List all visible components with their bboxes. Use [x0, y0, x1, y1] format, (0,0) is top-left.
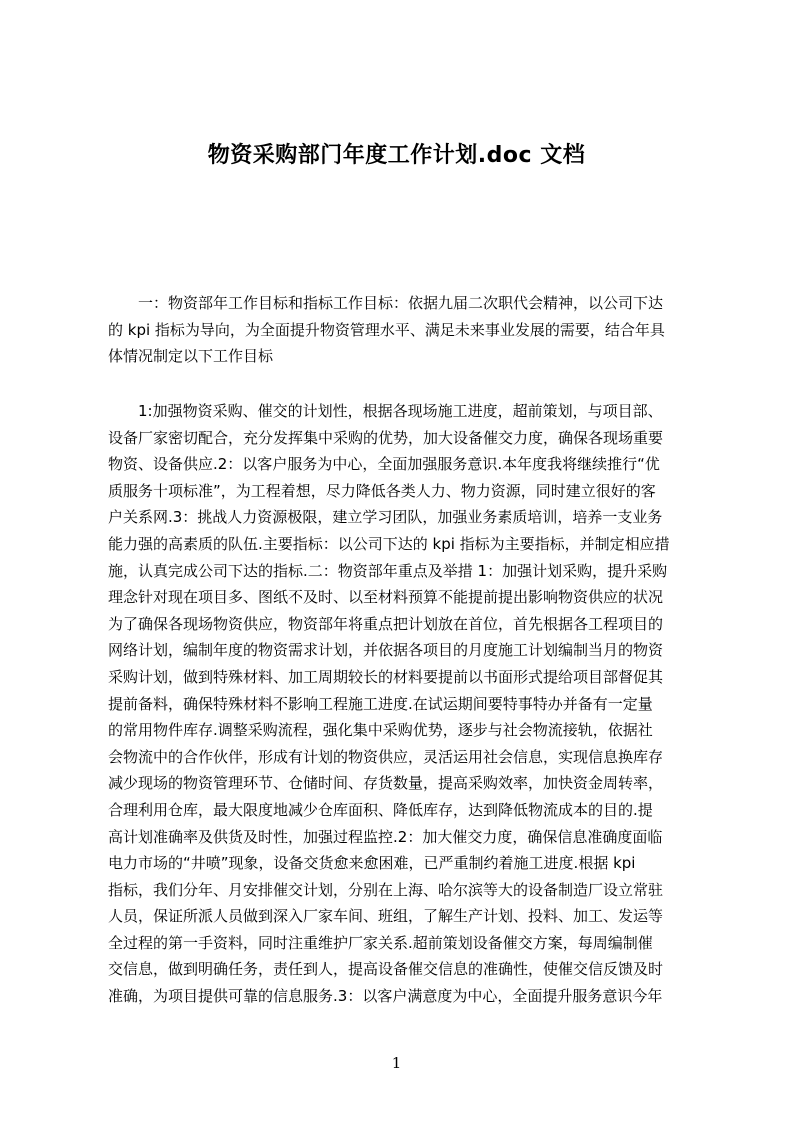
text-line: 全过程的第一手资料，同时注重维护厂家关系.超前策划设备催交方案，每周编制催: [108, 933, 653, 952]
text-line: 减少现场的物资管理环节、仓储时间、存货数量，提高采购效率，加快资金周转率，: [108, 774, 664, 793]
text-line: 电力市场的“井喷”现象，设备交货愈来愈困难，已严重制约着施工进度.根据 kpi: [108, 854, 636, 873]
text-line: 户关系网.3：挑战人力资源极限，建立学习团队，加强业务素质培训，培养一支业务: [108, 508, 663, 527]
text-line: 设备厂家密切配合，充分发挥集中采购的优势，加大设备催交力度，确保各现场重要: [108, 428, 664, 447]
text-line: 会物流中的合作伙伴，形成有计划的物资供应，灵活运用社会信息，实现信息换库存: [108, 747, 664, 766]
text-line: 施，认真完成公司下达的指标.二：物资部年重点及举措 1：加强计划采购，提升采购: [108, 561, 668, 580]
text-line: 体情况制定以下工作目标: [108, 347, 274, 366]
paragraph-2: [108, 398, 698, 1010]
page-number: 1: [391, 1054, 402, 1072]
text-line: 为了确保各现场物资供应，物资部年将重点把计划放在首位，首先根据各工程项目的: [108, 614, 664, 633]
text-line: 一：物资部年工作目标和指标工作目标：依据九届二次职代会精神，以公司下达: [108, 294, 664, 312]
text-line: 交信息，做到明确任务，责任到人，提高设备催交信息的准确性，使催交信反馈及时: [108, 960, 664, 979]
text-line: 1:加强物资采购、催交的计划性，根据各现场施工进度，超前策划，与项目部、: [108, 402, 663, 420]
text-line: 人员，保证所派人员做到深入厂家车间、班组，了解生产计划、投料、加工、发运等: [108, 907, 664, 926]
document-title: 物资采购部门年度工作计划.doc 文档: [207, 143, 586, 168]
text-line: 采购计划，做到特殊材料、加工周期较长的材料要提前以书面形式提给项目部督促其: [108, 667, 664, 686]
text-line: 高计划准确率及供货及时性，加强过程监控.2：加大催交力度，确保信息准确度面临: [108, 827, 663, 846]
text-line: 能力强的高素质的队伍.主要指标：以公司下达的 kpi 指标为主要指标，并制定相应措: [108, 534, 670, 553]
text-line: 理念针对现在项目多、图纸不及时、以至材料预算不能提前提出影响物资供应的状况: [108, 588, 664, 607]
text-line: 的 kpi 指标为导向，为全面提升物资管理水平、满足未来事业发展的需要，结合年具: [108, 320, 665, 339]
text-line: 网络计划，编制年度的物资需求计划，并依据各项目的月度施工计划编制当月的物资: [108, 641, 664, 660]
text-line: 物资、设备供应.2：以客户服务为中心，全面加强服务意识.本年度我将继续推行“优: [108, 455, 660, 474]
text-line: 的常用物件库存.调整采购流程，强化集中采购优势，逐步与社会物流接轨，依据社: [108, 721, 653, 740]
text-line: 指标，我们分年、月安排催交计划，分别在上海、哈尔滨等大的设备制造厂设立常驻: [108, 880, 664, 899]
text-line: 合理利用仓库，最大限度地减少仓库面积、降低库存，达到降低物流成本的目的.提: [108, 800, 653, 819]
text-line: 质服务十项标准”，为工程着想，尽力降低各类人力、物力资源，同时建立很好的客: [108, 481, 656, 500]
paragraph-1: [108, 290, 698, 370]
text-line: 提前备料，确保特殊材料不影响工程施工进度.在试运期间要特事特办并备有一定量: [108, 694, 653, 713]
text-line: 准确，为项目提供可靠的信息服务.3：以客户满意度为中心，全面提升服务意识今年: [108, 987, 663, 1006]
